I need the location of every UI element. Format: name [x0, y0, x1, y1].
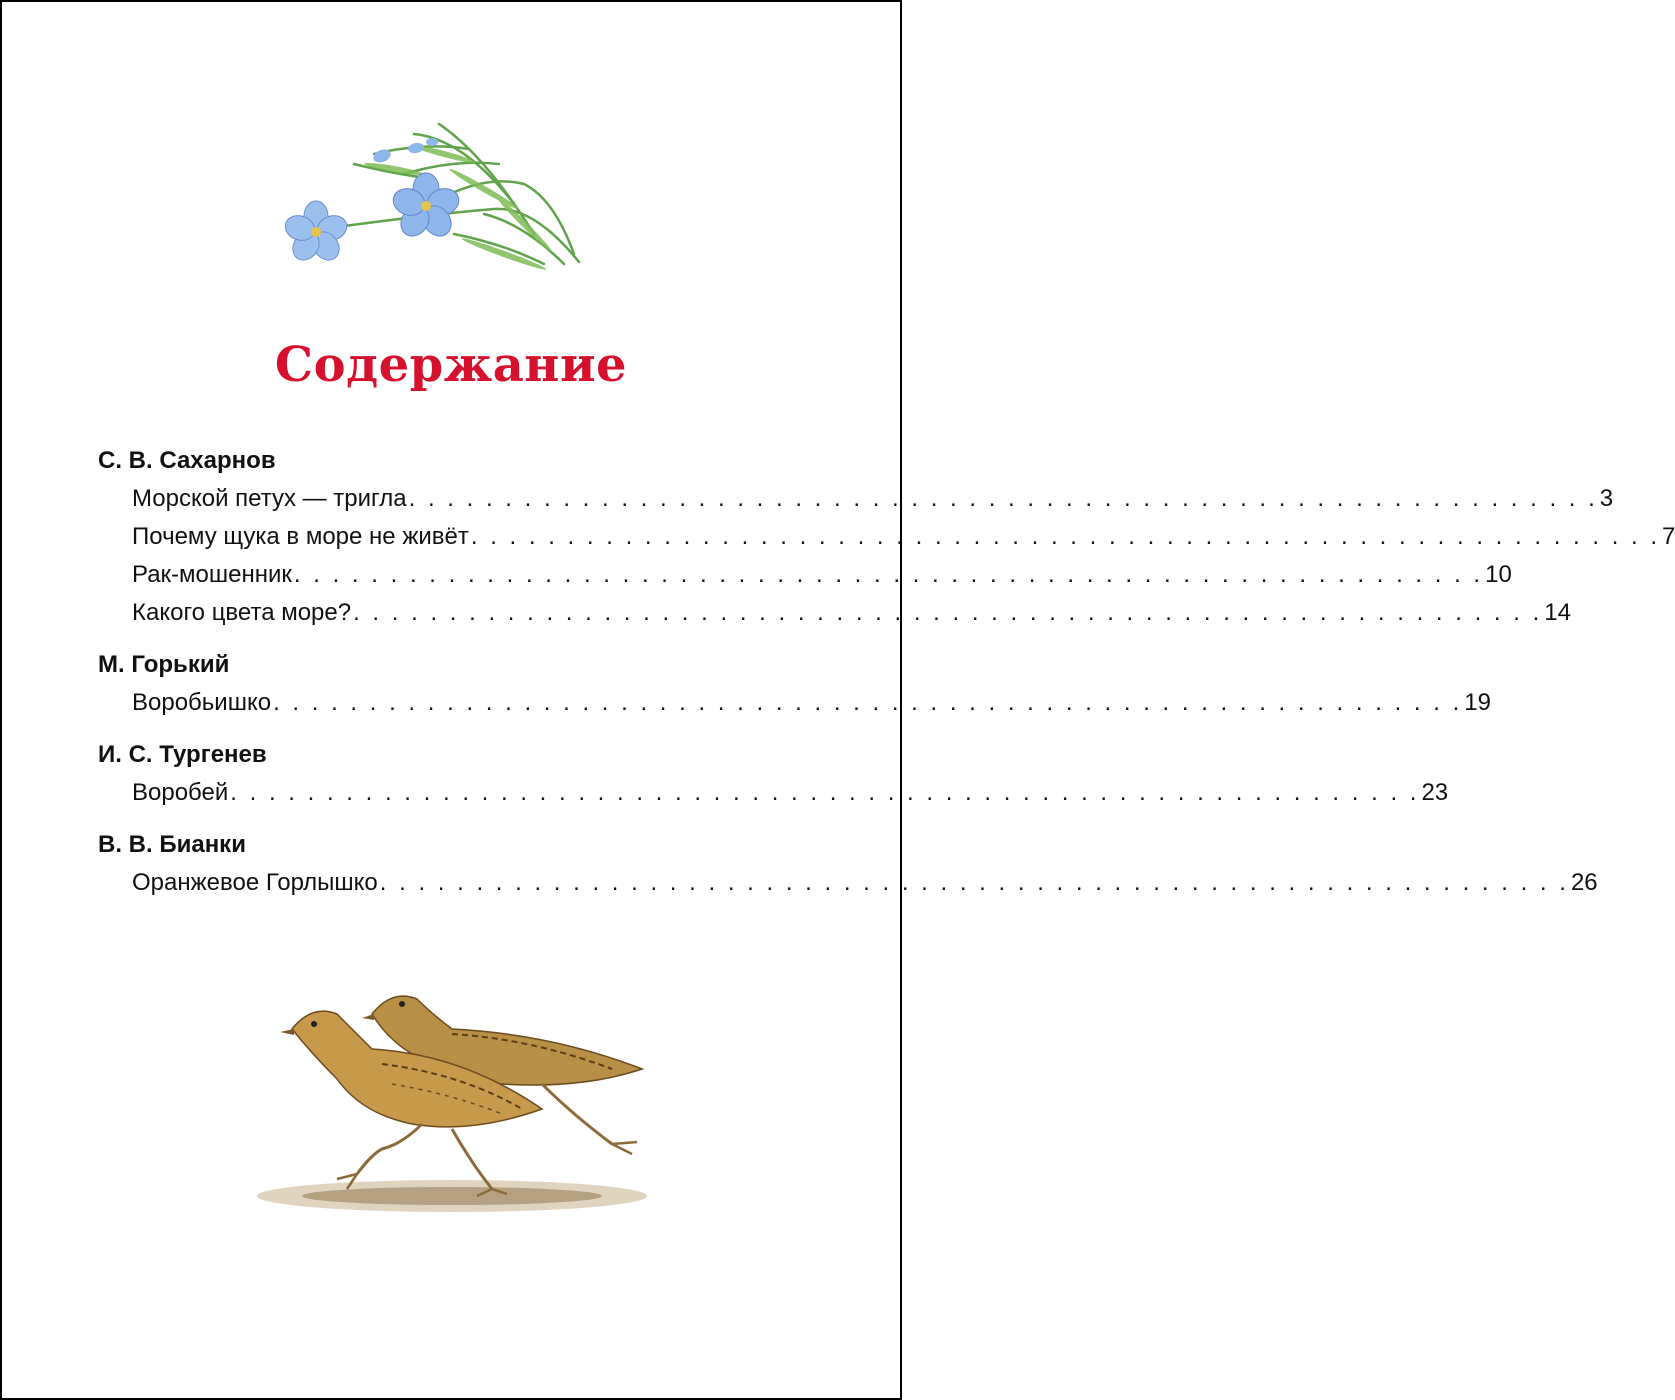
flax-flower-illustration: [284, 114, 584, 279]
page-number: 7: [1662, 523, 1675, 550]
author-name: И. С. Тургенев: [98, 741, 267, 768]
toc-entry[interactable]: [132, 864, 1598, 902]
toc-entry[interactable]: [132, 684, 1491, 722]
entry-title: Морской петух — тригла: [132, 485, 407, 512]
entry-title: Какого цвета море?: [132, 599, 352, 626]
dot-leader: . . . . . . . . . . . . . . . . . . . . . . . . . . . . . . . . . . . . . . . . . . . . . . . . . . . . . . . . . . . . . .: [230, 779, 1420, 806]
entry-title: Рак-мошенник: [132, 561, 292, 588]
toc-section: [98, 736, 1449, 812]
quail-chicks-illustration: [252, 974, 652, 1219]
dot-leader: . . . . . . . . . . . . . . . . . . . . . . . . . . . . . . . . . . . . . . . . . . . . . . . . . . . . . . . . . . . . . .: [293, 561, 1484, 588]
entry-title: Воробей: [132, 779, 229, 806]
author-name: М. Горький: [98, 651, 230, 678]
dot-leader: . . . . . . . . . . . . . . . . . . . . . . . . . . . . . . . . . . . . . . . . . . . . . . . . . . . . . . . . . . . . . .: [408, 485, 1598, 512]
table-of-contents: [98, 442, 1675, 916]
entry-title: Почему щука в море не живёт: [132, 523, 469, 550]
author-name: В. В. Бианки: [98, 831, 246, 858]
toc-entry[interactable]: [132, 480, 1614, 518]
dot-leader: . . . . . . . . . . . . . . . . . . . . . . . . . . . . . . . . . . . . . . . . . . . . . . . . . . . . . . . . . . . . . .: [353, 599, 1543, 626]
dot-leader: . . . . . . . . . . . . . . . . . . . . . . . . . . . . . . . . . . . . . . . . . . . . . . . . . . . . . . . . . . . . . .: [470, 523, 1661, 550]
dot-leader: . . . . . . . . . . . . . . . . . . . . . . . . . . . . . . . . . . . . . . . . . . . . . . . . . . . . . . . . . . . . . .: [379, 869, 1569, 896]
entry-title: Воробьишко: [132, 689, 272, 716]
toc-entry[interactable]: [132, 594, 1571, 632]
page-number: 26: [1570, 869, 1598, 896]
toc-entry[interactable]: [132, 518, 1675, 556]
entry-title: Оранжевое Горлышко: [132, 869, 378, 896]
page-number: 14: [1544, 599, 1571, 626]
toc-section: [98, 826, 1598, 902]
page-number: 23: [1421, 779, 1449, 806]
page-title: Содержание: [274, 337, 628, 393]
toc-section: [98, 646, 1491, 722]
author-name: С. В. Сахарнов: [98, 447, 276, 474]
dot-leader: . . . . . . . . . . . . . . . . . . . . . . . . . . . . . . . . . . . . . . . . . . . . . . . . . . . . . . . . . . . . . .: [273, 689, 1463, 716]
toc-entry[interactable]: [132, 556, 1512, 594]
page-number: 3: [1599, 485, 1614, 512]
page-number: 10: [1485, 561, 1512, 588]
toc-entry[interactable]: [132, 774, 1449, 812]
page-number: 19: [1464, 689, 1491, 716]
toc-section: [98, 442, 1675, 632]
